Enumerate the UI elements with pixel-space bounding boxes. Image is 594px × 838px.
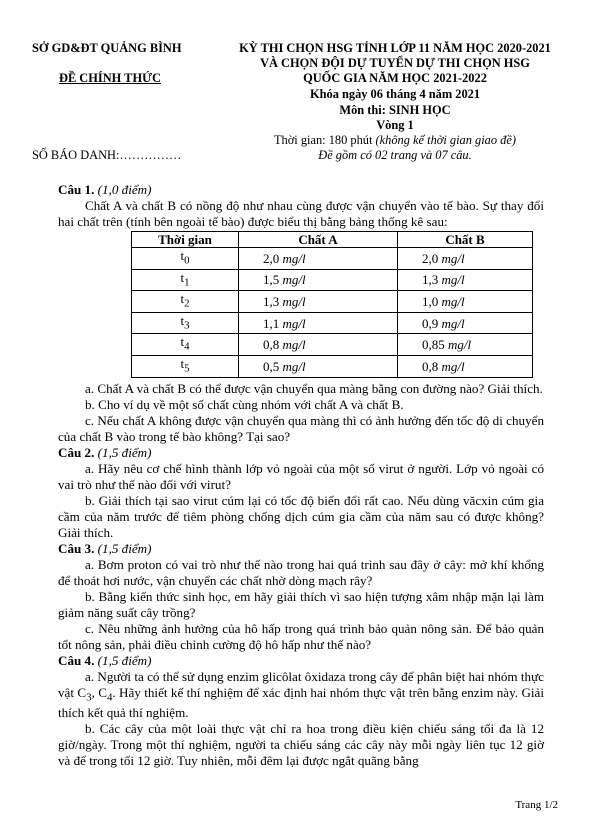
cell-b-num: 0,9 <box>422 315 439 331</box>
cell-a <box>239 248 398 270</box>
question-4-a-part3: . Hãy thiết kế thí nghiệm để xác định hai nhóm thực vật trên bằng enzim này. Giải thích kết quả thí nghiệm. <box>58 684 544 721</box>
exam-title-line3: QUỐC GIA NĂM HỌC 2021-2022 <box>303 71 487 85</box>
question-3-a: a. Bơm proton có vai trò như thế nào trong hai quá trình sau đây ở cây: mở khí khổng để thoát hơi nước, vận chuyển các chất nhờ dòng mạch rây? <box>58 556 544 588</box>
cell-b <box>398 248 533 270</box>
exam-pages-note: Đề gồm có 02 trang và 07 câu. <box>318 148 472 162</box>
exam-title-line2: VÀ CHỌN ĐỘI DỰ TUYỂN DỰ THI CHỌN HSG <box>260 56 530 70</box>
cell-a-unit: mg/l <box>282 272 306 288</box>
table-row <box>132 355 533 377</box>
cell-a-num: 0,8 <box>263 337 280 353</box>
question-1-b: b. Cho ví dụ về một số chất cùng nhóm với chất A và chất B. <box>85 396 404 412</box>
cell-b-unit: mg/l <box>448 337 472 353</box>
table-header-a: Chất A <box>239 232 398 248</box>
cell-time-t: t <box>180 334 185 350</box>
cell-b <box>398 334 533 356</box>
cell-a-unit: mg/l <box>282 315 306 331</box>
cell-time-sub: 2 <box>184 297 190 310</box>
cell-b-num: 1,0 <box>422 293 439 309</box>
cell-a-unit: mg/l <box>282 250 306 266</box>
cell-time <box>132 248 239 270</box>
department-name: SỞ GD&ĐT QUẢNG BÌNH <box>32 41 182 55</box>
question-1-points: (1,0 điểm) <box>97 182 152 197</box>
question-3-b: b. Bằng kiến thức sinh học, em hãy giải thích vì sao hiện tượng xâm nhập mặn lại làm giảm năng suất cây trồng? <box>58 588 544 620</box>
question-3-c: c. Nêu những ảnh hưởng của hô hấp trong quá trình bảo quản nông sản. Để bảo quản tốt nông sản, phải điều chỉnh cường độ hô hấp như thế nào? <box>58 620 544 652</box>
cell-time-sub: 4 <box>184 340 190 353</box>
exam-time <box>200 133 590 148</box>
question-1-c: c. Nếu chất A không được vận chuyển qua màng thì có ảnh hưởng đến tốc độ di chuyển của chất B vào trong tế bào không? Tại sao? <box>58 412 544 444</box>
cell-b-unit: mg/l <box>441 250 465 266</box>
question-1-heading <box>58 182 544 198</box>
cell-b-num: 2,0 <box>422 250 439 266</box>
exam-body <box>58 182 544 769</box>
question-2-heading <box>58 445 544 461</box>
question-4-a-part2: , C <box>91 684 107 700</box>
table-row <box>132 269 533 291</box>
question-3-points: (1,5 điểm) <box>97 540 152 556</box>
cell-a-unit: mg/l <box>282 293 306 309</box>
candidate-number: SỐ BÁO DANH:…………… <box>32 148 182 162</box>
cell-time-t: t <box>180 355 185 371</box>
cell-b-unit: mg/l <box>441 358 465 374</box>
question-2-points: (1,5 điểm) <box>97 444 152 460</box>
cell-a-num: 0,5 <box>263 358 280 374</box>
cell-a <box>239 355 398 377</box>
question-4-a-sub1: 3 <box>86 691 92 704</box>
cell-a <box>239 291 398 313</box>
question-4-a <box>58 669 544 722</box>
official-label: ĐỀ CHÍNH THỨC <box>59 71 161 85</box>
question-1-label: Câu 1. <box>58 182 95 197</box>
question-3-label: Câu 3. <box>58 540 95 556</box>
cell-time <box>132 355 239 377</box>
cell-b-unit: mg/l <box>441 293 465 309</box>
cell-b <box>398 312 533 334</box>
cell-time <box>132 334 239 356</box>
question-4-b: b. Các cây của một loài thực vật chỉ ra hoa trong điều kiện chiếu sáng tối đa là 12 giờ/ngày. Trong một thí nghiệm, người ta chiếu sáng các cây này mỗi ngày liên tục 12 giờ và để trong tối 12 giờ. Tuy nhiên, mỗi đêm lại được ngắt quãng bằng <box>58 721 544 769</box>
table-header-time: Thời gian <box>132 232 239 248</box>
cell-time-t: t <box>180 248 185 263</box>
table-header-b: Chất B <box>398 232 533 248</box>
cell-b <box>398 355 533 377</box>
question-2-b: b. Giải thích tại sao virut cúm lại có tốc độ biến đổi rất cao. Nếu dùng văcxin cúm gia cầm của năm trước để tiêm phòng chống dịch cúm gia cầm của năm sau có được không? Giải thích. <box>58 492 544 540</box>
table-row <box>132 334 533 356</box>
cell-b-unit: mg/l <box>441 272 465 288</box>
concentration-table <box>131 231 533 378</box>
cell-b <box>398 269 533 291</box>
cell-time <box>132 312 239 334</box>
table-header-row <box>132 232 533 248</box>
cell-time-t: t <box>180 269 185 285</box>
exam-time-note: (không kể thời gian giao đề) <box>375 133 516 147</box>
cell-a-num: 1,3 <box>263 293 280 309</box>
question-2-a: a. Hãy nêu cơ chế hình thành lớp vỏ ngoài của một số virut ở người. Lớp vỏ ngoài có vai trò như thế nào đối với virut? <box>58 460 544 492</box>
exam-round: Vòng 1 <box>376 118 414 132</box>
cell-a-unit: mg/l <box>282 337 306 353</box>
cell-a-num: 1,5 <box>263 272 280 288</box>
cell-a-unit: mg/l <box>282 358 306 374</box>
cell-a-num: 1,1 <box>263 315 280 331</box>
cell-time-t: t <box>180 312 185 328</box>
question-1-intro: Chất A và chất B có nồng độ như nhau cùng được vận chuyển vào tế bào. Sự thay đổi hai chất trên (tính bên ngoài tế bào) được biểu thị bằng bảng thống kê sau: <box>58 198 544 229</box>
exam-title-line1: KỲ THI CHỌN HSG TỈNH LỚP 11 NĂM HỌC 2020-2021 <box>239 41 551 55</box>
cell-b <box>398 291 533 313</box>
page-footer: Trang 1/2 <box>515 799 558 811</box>
cell-a <box>239 312 398 334</box>
exam-time-prefix: Thời gian: 180 phút <box>273 133 376 147</box>
cell-b-num: 1,3 <box>422 272 439 288</box>
table-row <box>132 248 533 270</box>
cell-time-sub: 1 <box>184 276 190 289</box>
table-row <box>132 312 533 334</box>
cell-a-num: 2,0 <box>263 250 280 266</box>
question-2-label: Câu 2. <box>58 444 95 460</box>
cell-b-unit: mg/l <box>441 315 465 331</box>
question-4-a-sub2: 4 <box>106 691 113 704</box>
exam-date: Khóa ngày 06 tháng 4 năm 2021 <box>309 87 481 101</box>
cell-a <box>239 269 398 291</box>
cell-time <box>132 291 239 313</box>
question-4-label: Câu 4. <box>58 652 95 668</box>
question-4-heading <box>58 653 544 669</box>
cell-b-num: 0,8 <box>422 358 439 374</box>
cell-time <box>132 269 239 291</box>
cell-time-sub: 3 <box>184 319 190 332</box>
cell-time-sub: 0 <box>184 254 190 267</box>
table-row <box>132 291 533 313</box>
question-4-a-part1: a. Người ta có thể sử dụng enzim glicôlat ôxidaza trong cây để phân biệt hai nhóm thực vật C <box>58 668 544 700</box>
question-4-points: (1,5 điểm) <box>97 652 152 668</box>
cell-a <box>239 334 398 356</box>
cell-time-sub: 5 <box>184 362 190 375</box>
exam-subject: Môn thi: SINH HỌC <box>339 103 451 117</box>
cell-time-t: t <box>180 291 185 307</box>
cell-b-num: 0,85 <box>422 337 445 353</box>
question-3-heading <box>58 541 544 557</box>
question-1-a: a. Chất A và chất B có thể được vận chuyển qua màng bằng con đường nào? Giải thích. <box>85 380 543 396</box>
